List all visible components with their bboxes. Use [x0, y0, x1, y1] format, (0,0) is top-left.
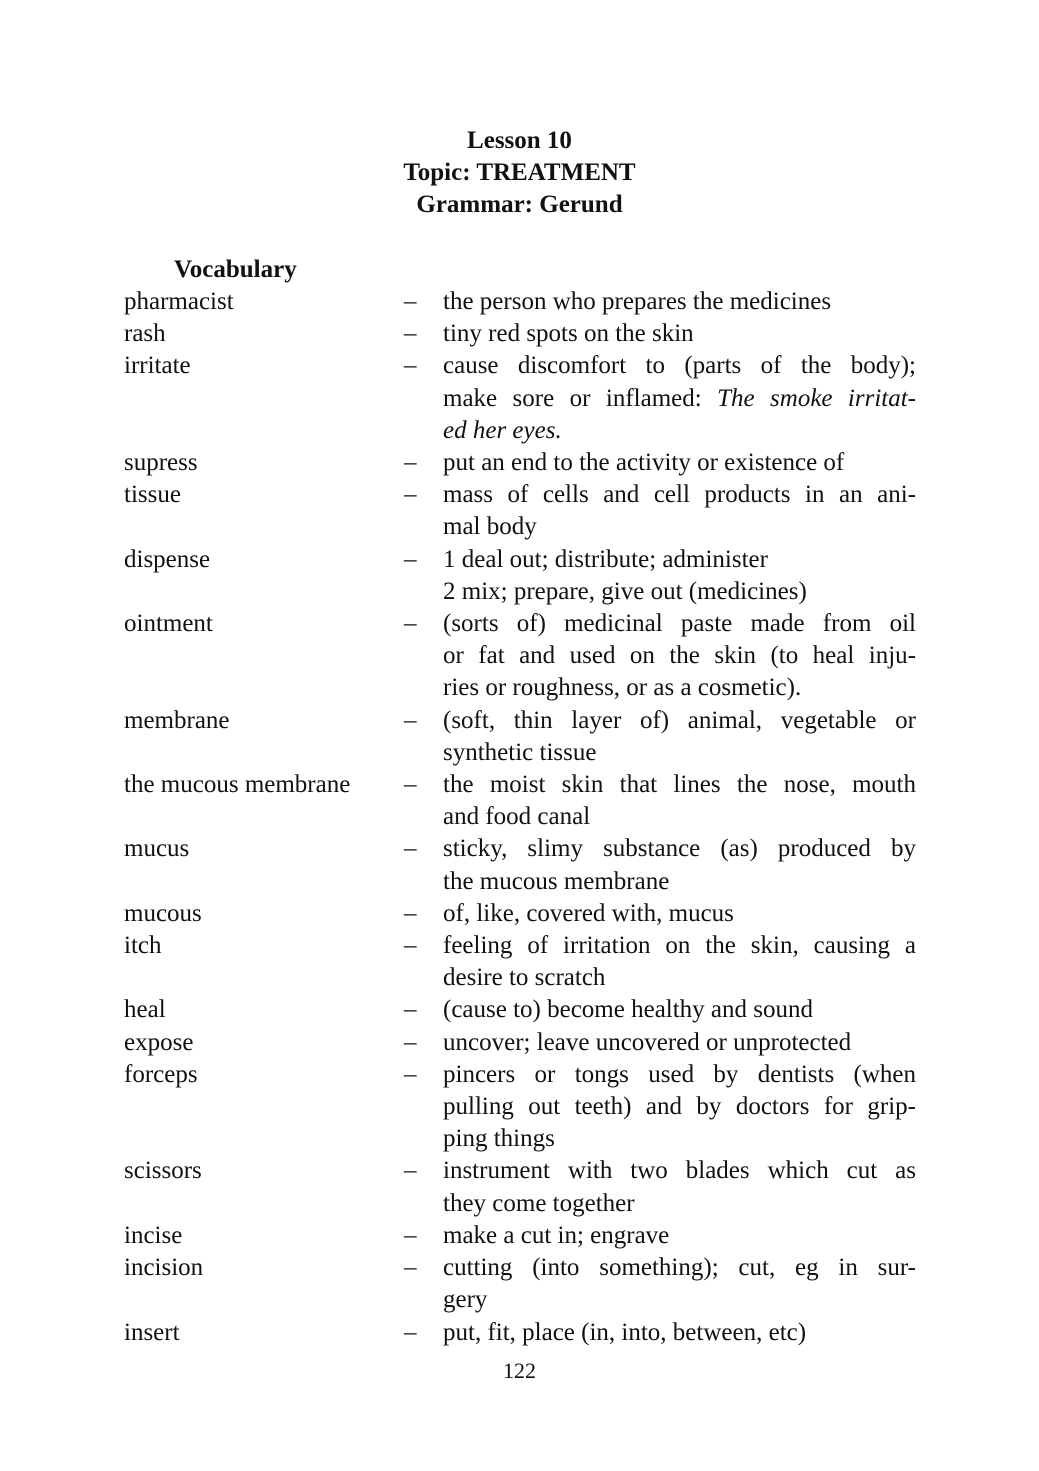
- vocab-entry: [124, 447, 916, 479]
- definition-line: ries or roughness, or as a cosmetic).: [443, 674, 802, 702]
- definition-line: [443, 383, 916, 415]
- definition-line: 1 deal out; distribute; administer: [443, 545, 768, 573]
- vocab-definition: [443, 1220, 916, 1252]
- vocab-dash: –: [404, 1318, 417, 1346]
- vocab-term: mucus: [124, 835, 190, 863]
- lesson-title: Lesson 10: [467, 127, 572, 154]
- vocab-definition: [443, 350, 916, 447]
- vocab-definition: [443, 994, 916, 1026]
- vocab-dash: –: [404, 449, 417, 477]
- vocab-definition: [443, 1027, 916, 1059]
- vocab-definition: [443, 705, 916, 769]
- definition-line: ping things: [443, 1125, 555, 1153]
- definition-line: [443, 415, 916, 447]
- definition-line: the moist skin that lines the nose, mouth: [443, 771, 916, 799]
- page-number: 122: [503, 1358, 536, 1383]
- vocab-term: mucous: [124, 899, 202, 927]
- vocab-dash: –: [404, 545, 417, 573]
- vocab-entry: [124, 1252, 916, 1316]
- vocab-term: forceps: [124, 1060, 198, 1088]
- vocab-entry: [124, 833, 916, 897]
- definition-line: feeling of irritation on the skin, causing a: [443, 932, 916, 960]
- vocab-term: insert: [124, 1318, 180, 1346]
- vocab-definition: [443, 1317, 916, 1349]
- vocab-entry: [124, 479, 916, 543]
- vocab-dash: –: [404, 1060, 417, 1088]
- vocab-entry: [124, 769, 916, 833]
- definition-line: 2 mix; prepare, give out (medicines): [443, 577, 807, 605]
- vocab-definition: [443, 479, 916, 543]
- vocab-definition: [443, 286, 916, 318]
- vocab-definition: [443, 833, 916, 897]
- definition-line: make a cut in; engrave: [443, 1221, 670, 1249]
- vocab-definition: [443, 930, 916, 994]
- vocab-definition: [443, 447, 916, 479]
- vocab-definition: [443, 608, 916, 705]
- vocab-term: irritate: [124, 352, 191, 380]
- vocab-dash: –: [404, 1028, 417, 1056]
- vocab-definition: [443, 1155, 916, 1219]
- vocab-entry: [124, 1220, 916, 1252]
- definition-line: instrument with two blades which cut as: [443, 1157, 916, 1185]
- definition-line: (soft, thin layer of) animal, vegetable or: [443, 706, 916, 734]
- vocab-entry: [124, 1027, 916, 1059]
- vocab-dash: –: [404, 288, 417, 315]
- vocab-entry: [124, 1155, 916, 1219]
- definition-line: synthetic tissue: [443, 738, 597, 766]
- definition-line: of, like, covered with, mucus: [443, 899, 734, 927]
- definition-line: the mucous membrane: [443, 867, 670, 895]
- vocab-entry: [124, 994, 916, 1026]
- vocab-definition: [443, 1252, 916, 1316]
- vocabulary-list: [124, 286, 916, 1349]
- vocab-term: itch: [124, 932, 162, 960]
- example-sentence: ed her eyes.: [443, 416, 562, 444]
- definition-line: pulling out teeth) and by doctors for grip-: [443, 1093, 916, 1121]
- vocab-definition: [443, 1059, 916, 1156]
- vocab-dash: –: [404, 1254, 417, 1282]
- definition-line: the person who prepares the medicines: [443, 288, 832, 315]
- vocab-entry: [124, 1317, 916, 1349]
- definition-line: sticky, slimy substance (as) produced by: [443, 835, 916, 863]
- vocab-entry: [124, 544, 916, 608]
- definition-line: gery: [443, 1286, 488, 1314]
- vocab-term: scissors: [124, 1157, 202, 1185]
- vocab-term: incise: [124, 1221, 183, 1249]
- definition-line: (cause to) become healthy and sound: [443, 996, 814, 1024]
- definition-line: or fat and used on the skin (to heal inju-: [443, 642, 916, 670]
- definition-line: put, fit, place (in, into, between, etc): [443, 1318, 807, 1346]
- vocab-entry: [124, 350, 916, 447]
- vocab-definition: [443, 544, 916, 608]
- definition-text: make sore or inflamed:: [443, 384, 718, 412]
- vocab-term: the mucous membrane: [124, 771, 351, 799]
- vocab-entry: [124, 898, 916, 930]
- definition-line: pincers or tongs used by dentists (when: [443, 1060, 916, 1088]
- vocab-term: heal: [124, 996, 166, 1024]
- definition-line: cutting (into something); cut, eg in sur-: [443, 1254, 916, 1282]
- vocab-dash: –: [404, 771, 417, 799]
- vocab-dash: –: [404, 899, 417, 927]
- example-sentence: The smoke irritat-: [717, 384, 916, 412]
- definition-line: (sorts of) medicinal paste made from oil: [443, 610, 916, 638]
- grammar-title: Grammar: Gerund: [416, 191, 623, 218]
- vocab-term: membrane: [124, 706, 230, 734]
- vocabulary-heading: Vocabulary: [174, 256, 297, 283]
- definition-line: put an end to the activity or existence of: [443, 449, 845, 477]
- vocab-term: expose: [124, 1028, 194, 1056]
- vocab-term: dispense: [124, 545, 211, 573]
- vocab-definition: [443, 769, 916, 833]
- vocab-dash: –: [404, 610, 417, 638]
- vocab-entry: [124, 705, 916, 769]
- vocab-term: supress: [124, 449, 198, 477]
- vocab-definition: [443, 898, 916, 930]
- definition-line: cause discomfort to (parts of the body);: [443, 352, 916, 380]
- vocab-entry: [124, 318, 916, 350]
- topic-title: Topic: TREATMENT: [403, 159, 636, 186]
- vocab-dash: –: [404, 352, 417, 380]
- vocab-term: pharmacist: [124, 288, 234, 315]
- vocab-dash: –: [404, 481, 417, 509]
- vocab-dash: –: [404, 320, 417, 348]
- vocab-entry: [124, 930, 916, 994]
- definition-line: desire to scratch: [443, 964, 606, 992]
- vocab-dash: –: [404, 1157, 417, 1185]
- definition-line: and food canal: [443, 803, 591, 831]
- vocab-term: ointment: [124, 610, 213, 638]
- vocab-dash: –: [404, 706, 417, 734]
- vocab-entry: [124, 1059, 916, 1156]
- vocab-dash: –: [404, 1221, 417, 1249]
- vocab-dash: –: [404, 932, 417, 960]
- vocab-dash: –: [404, 835, 417, 863]
- definition-line: mal body: [443, 513, 537, 541]
- vocab-term: rash: [124, 320, 166, 348]
- definition-line: uncover; leave uncovered or unprotected: [443, 1028, 852, 1056]
- definition-line: mass of cells and cell products in an ani-: [443, 481, 916, 509]
- definition-line: they come together: [443, 1189, 635, 1217]
- vocab-dash: –: [404, 996, 417, 1024]
- vocab-term: incision: [124, 1254, 204, 1282]
- vocab-entry: [124, 286, 916, 318]
- vocab-entry: [124, 608, 916, 705]
- vocab-term: tissue: [124, 481, 181, 509]
- definition-line: tiny red spots on the skin: [443, 320, 694, 348]
- vocab-definition: [443, 318, 916, 350]
